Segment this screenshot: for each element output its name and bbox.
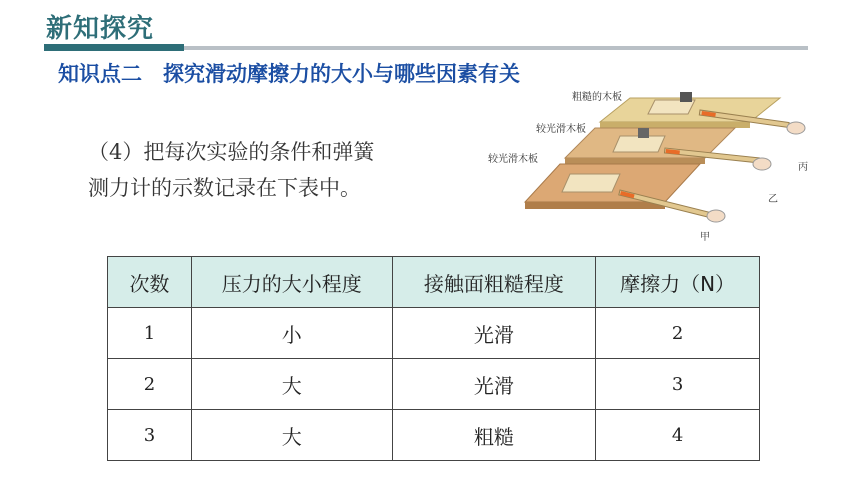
hand-icon	[753, 158, 771, 170]
board-jia	[525, 164, 712, 218]
cell-roughness: 光滑	[392, 359, 596, 410]
section-subtitle: 知识点二 探究滑动摩擦力的大小与哪些因素有关	[58, 62, 520, 86]
cell-pressure: 小	[191, 308, 392, 359]
board-bing	[600, 92, 789, 128]
instruction-line-2: 测力计的示数记录在下表中。	[88, 176, 361, 200]
cell-pressure: 大	[191, 410, 392, 461]
cell-trial: 3	[108, 410, 192, 461]
cell-friction: 2	[596, 308, 760, 359]
weight-icon	[638, 128, 649, 138]
header-friction: 摩擦力（N）	[596, 257, 760, 308]
label-jia: 甲	[700, 232, 710, 243]
instruction-text	[88, 134, 468, 206]
weight-icon	[680, 92, 692, 102]
label-bing: 丙	[798, 162, 808, 173]
cell-trial: 1	[108, 308, 192, 359]
title-underline-accent	[44, 44, 184, 51]
table-row	[108, 359, 760, 410]
instruction-line-1: （4）把每次实验的条件和弹簧	[88, 140, 375, 164]
cell-friction: 4	[596, 410, 760, 461]
header-roughness: 接触面粗糙程度	[392, 257, 596, 308]
label-smooth-board-1: 较光滑木板	[536, 124, 586, 135]
label-rough-board: 粗糙的木板	[572, 92, 622, 103]
hand-icon	[787, 122, 805, 134]
cell-roughness: 粗糙	[392, 410, 596, 461]
table-header-row	[108, 257, 760, 308]
experiment-illustration	[480, 86, 825, 246]
table-row	[108, 410, 760, 461]
header-trial: 次数	[108, 257, 192, 308]
title-underline-rule	[184, 46, 808, 50]
header-pressure: 压力的大小程度	[191, 257, 392, 308]
friction-data-table	[107, 256, 760, 461]
cell-trial: 2	[108, 359, 192, 410]
hand-icon	[707, 210, 725, 222]
cell-roughness: 光滑	[392, 308, 596, 359]
cell-pressure: 大	[191, 359, 392, 410]
table-row	[108, 308, 760, 359]
board-yi	[565, 128, 759, 164]
cell-friction: 3	[596, 359, 760, 410]
label-yi: 乙	[768, 194, 778, 205]
page-title: 新知探究	[46, 14, 155, 44]
label-smooth-board-2: 较光滑木板	[488, 154, 538, 165]
